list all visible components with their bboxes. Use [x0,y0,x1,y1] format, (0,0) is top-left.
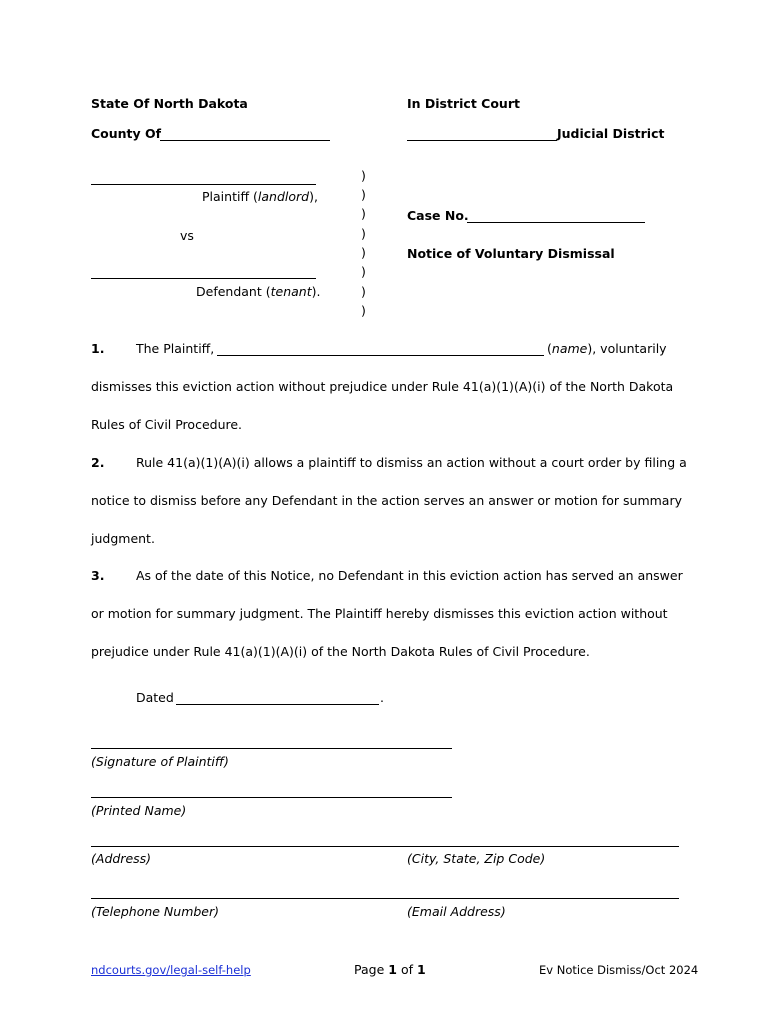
plaintiff-prefix: The Plaintiff, [136,341,215,356]
paragraph-number: 1. [91,341,105,356]
printed-name-caption: (Printed Name) [91,803,187,818]
email-caption: (Email Address) [407,904,506,919]
district-field-line[interactable] [407,140,557,141]
court-heading: In District Court [407,96,520,111]
bracket-paren: ) [361,206,366,221]
paragraph-text: Rules of Civil Procedure. [91,417,243,432]
paragraph-text: prejudice under Rule 41(a)(1)(A)(i) of the North Dakota Rules of Civil Procedure. [91,644,590,659]
address-caption: (Address) [91,851,152,866]
county-field-line[interactable] [160,140,330,141]
state-heading: State Of North Dakota [91,96,248,111]
defendant-name-line[interactable] [91,278,316,279]
contact-field-line[interactable] [91,898,679,899]
bracket-paren: ) [361,168,366,183]
dated-period: . [380,690,384,705]
dated-label: Dated [136,690,174,705]
paragraph-text: judgment. [91,531,155,546]
case-no-label: Case No. [407,208,469,223]
district-label: Judicial District [557,126,665,141]
defendant-role: tenant [270,284,312,299]
printed-name-field-line[interactable] [91,797,452,798]
signature-caption: (Signature of Plaintiff) [91,754,229,769]
bracket-paren: ) [361,245,366,260]
paragraph-text: notice to dismiss before any Defendant in the action serves an answer or motion for summary [91,493,682,508]
bracket-paren: ) [361,187,366,202]
form-identifier: Ev Notice Dismiss/Oct 2024 [539,963,699,977]
bracket-paren: ) [361,264,366,279]
self-help-link[interactable]: ndcourts.gov/legal-self-help [91,963,251,977]
paragraph-text: As of the date of this Notice, no Defendant in this eviction action has served an answer [136,568,683,583]
paragraph-number: 2. [91,455,105,470]
defendant-label: Defendant (tenant). [196,284,321,299]
county-label: County Of [91,126,162,141]
paragraph-number: 3. [91,568,105,583]
page-indicator: Page 1 of 1 [354,962,426,977]
plaintiff-role: landlord [257,189,310,204]
date-field-line[interactable] [176,704,379,705]
paragraph-text: or motion for summary judgment. The Plaintiff hereby dismisses this eviction action without [91,606,668,621]
telephone-caption: (Telephone Number) [91,904,220,919]
plaintiff-name-note: (name), voluntarily [547,341,667,356]
notice-title: Notice of Voluntary Dismissal [407,246,615,261]
plaintiff-name-line[interactable] [91,184,316,185]
case-no-field-line[interactable] [467,222,645,223]
bracket-paren: ) [361,226,366,241]
signature-field-line[interactable] [91,748,452,749]
city-caption: (City, State, Zip Code) [407,851,546,866]
paragraph-text: Rule 41(a)(1)(A)(i) allows a plaintiff to dismiss an action without a court order by filing a [136,455,687,470]
paragraph-text: dismisses this eviction action without prejudice under Rule 41(a)(1)(A)(i) of the North Dakota [91,379,674,394]
address-field-line[interactable] [91,846,679,847]
bracket-paren: ) [361,303,366,318]
versus-label: vs [180,228,194,243]
bracket-paren: ) [361,284,366,299]
plaintiff-name-field-line[interactable] [217,355,544,356]
plaintiff-label: Plaintiff (landlord), [202,189,318,204]
